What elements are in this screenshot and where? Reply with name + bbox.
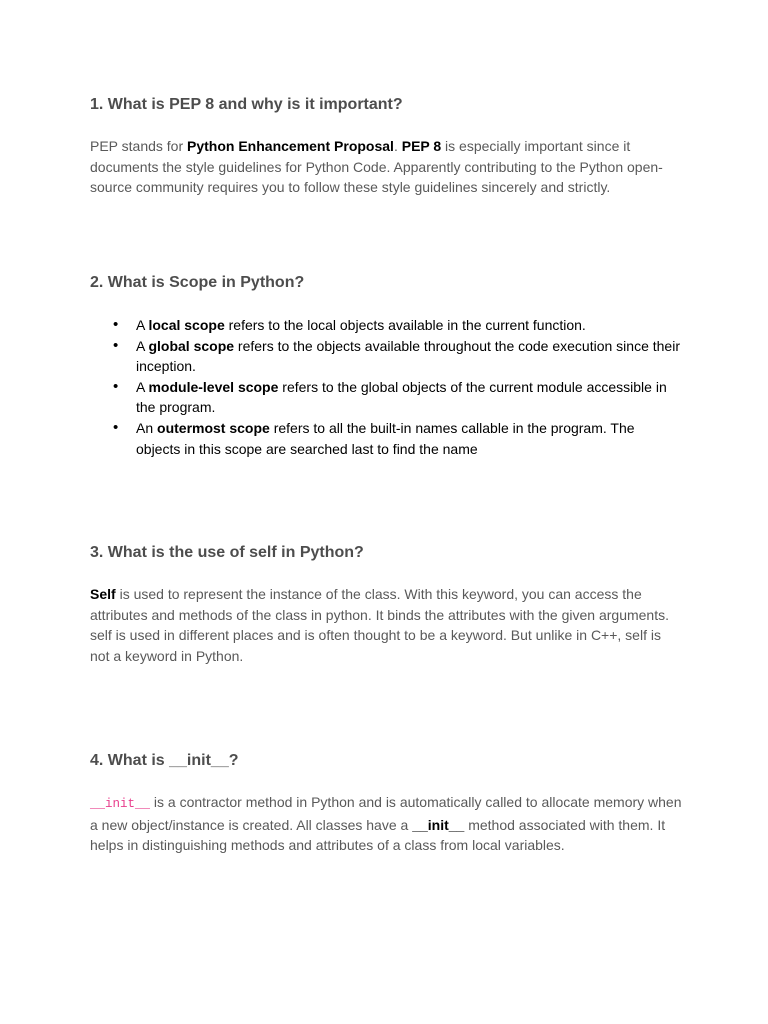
bold-term: Python Enhancement Proposal <box>187 138 394 154</box>
answer-text: . <box>393 138 402 154</box>
bullet-icon: • <box>113 377 119 395</box>
list-item-text: refers to the objects available throughout the code execution since their inception. <box>136 337 680 375</box>
list-item-prefix: An <box>136 419 158 436</box>
list-item-text: refers to the local objects available in the current function. <box>224 317 586 333</box>
scope-list-item <box>90 315 682 336</box>
bold-term: Self <box>90 586 116 602</box>
inline-code: __init__ <box>90 797 151 811</box>
bold-term: module-level scope <box>148 378 279 395</box>
list-item-prefix: A <box>136 337 149 354</box>
question-4-answer <box>90 792 682 856</box>
bold-term: __init__ <box>412 816 465 833</box>
question-1-heading: 1. What is PEP 8 and why is it important? <box>90 96 403 113</box>
list-item-prefix: A <box>136 317 149 333</box>
scope-list-item <box>90 377 682 418</box>
bullet-icon: • <box>113 336 119 354</box>
answer-text: is a contractor method in Python and is automatically called to allocate memory when a new object/instance is created. All classes have a <box>90 794 682 833</box>
bullet-icon: • <box>113 418 119 436</box>
scope-list-item <box>90 336 682 377</box>
question-2-heading: 2. What is Scope in Python? <box>90 274 305 291</box>
bold-term: local scope <box>148 317 225 333</box>
question-3-answer <box>90 584 682 666</box>
question-4-heading: 4. What is __init__? <box>90 752 239 769</box>
scope-list-item <box>90 418 682 459</box>
answer-text: PEP stands for <box>90 138 188 154</box>
answer-text: is especially important since it documents the style guidelines for Python Code. Apparently contributing to the Python open-source community requires you to follow these style guidelines sincerely and strictly. <box>90 138 663 196</box>
bold-term: global scope <box>148 337 235 354</box>
list-item-text: refers to all the built-in names callable in the program. The objects in this scope are searched last to find the name <box>136 419 635 457</box>
answer-text: method associated with them. It helps in distinguishing methods and attributes of a class from local variables. <box>90 816 666 854</box>
bold-term: PEP 8 <box>401 138 442 154</box>
bold-term: outermost scope <box>157 419 270 436</box>
scope-bullet-list <box>90 315 682 459</box>
list-item-prefix: A <box>136 378 149 395</box>
question-1-answer <box>90 136 682 198</box>
answer-text: is used to represent the instance of the class. With this keyword, you can access the attributes and methods of the class in python. It binds the attributes with the given arguments. self is used in different places and is often thought to be a keyword. But unlike in C++, self is not a keyword in Python. <box>90 586 669 664</box>
bullet-icon: • <box>113 316 119 333</box>
question-3-heading: 3. What is the use of self in Python? <box>90 544 364 561</box>
list-item-text: refers to the global objects of the current module accessible in the program. <box>136 378 667 416</box>
